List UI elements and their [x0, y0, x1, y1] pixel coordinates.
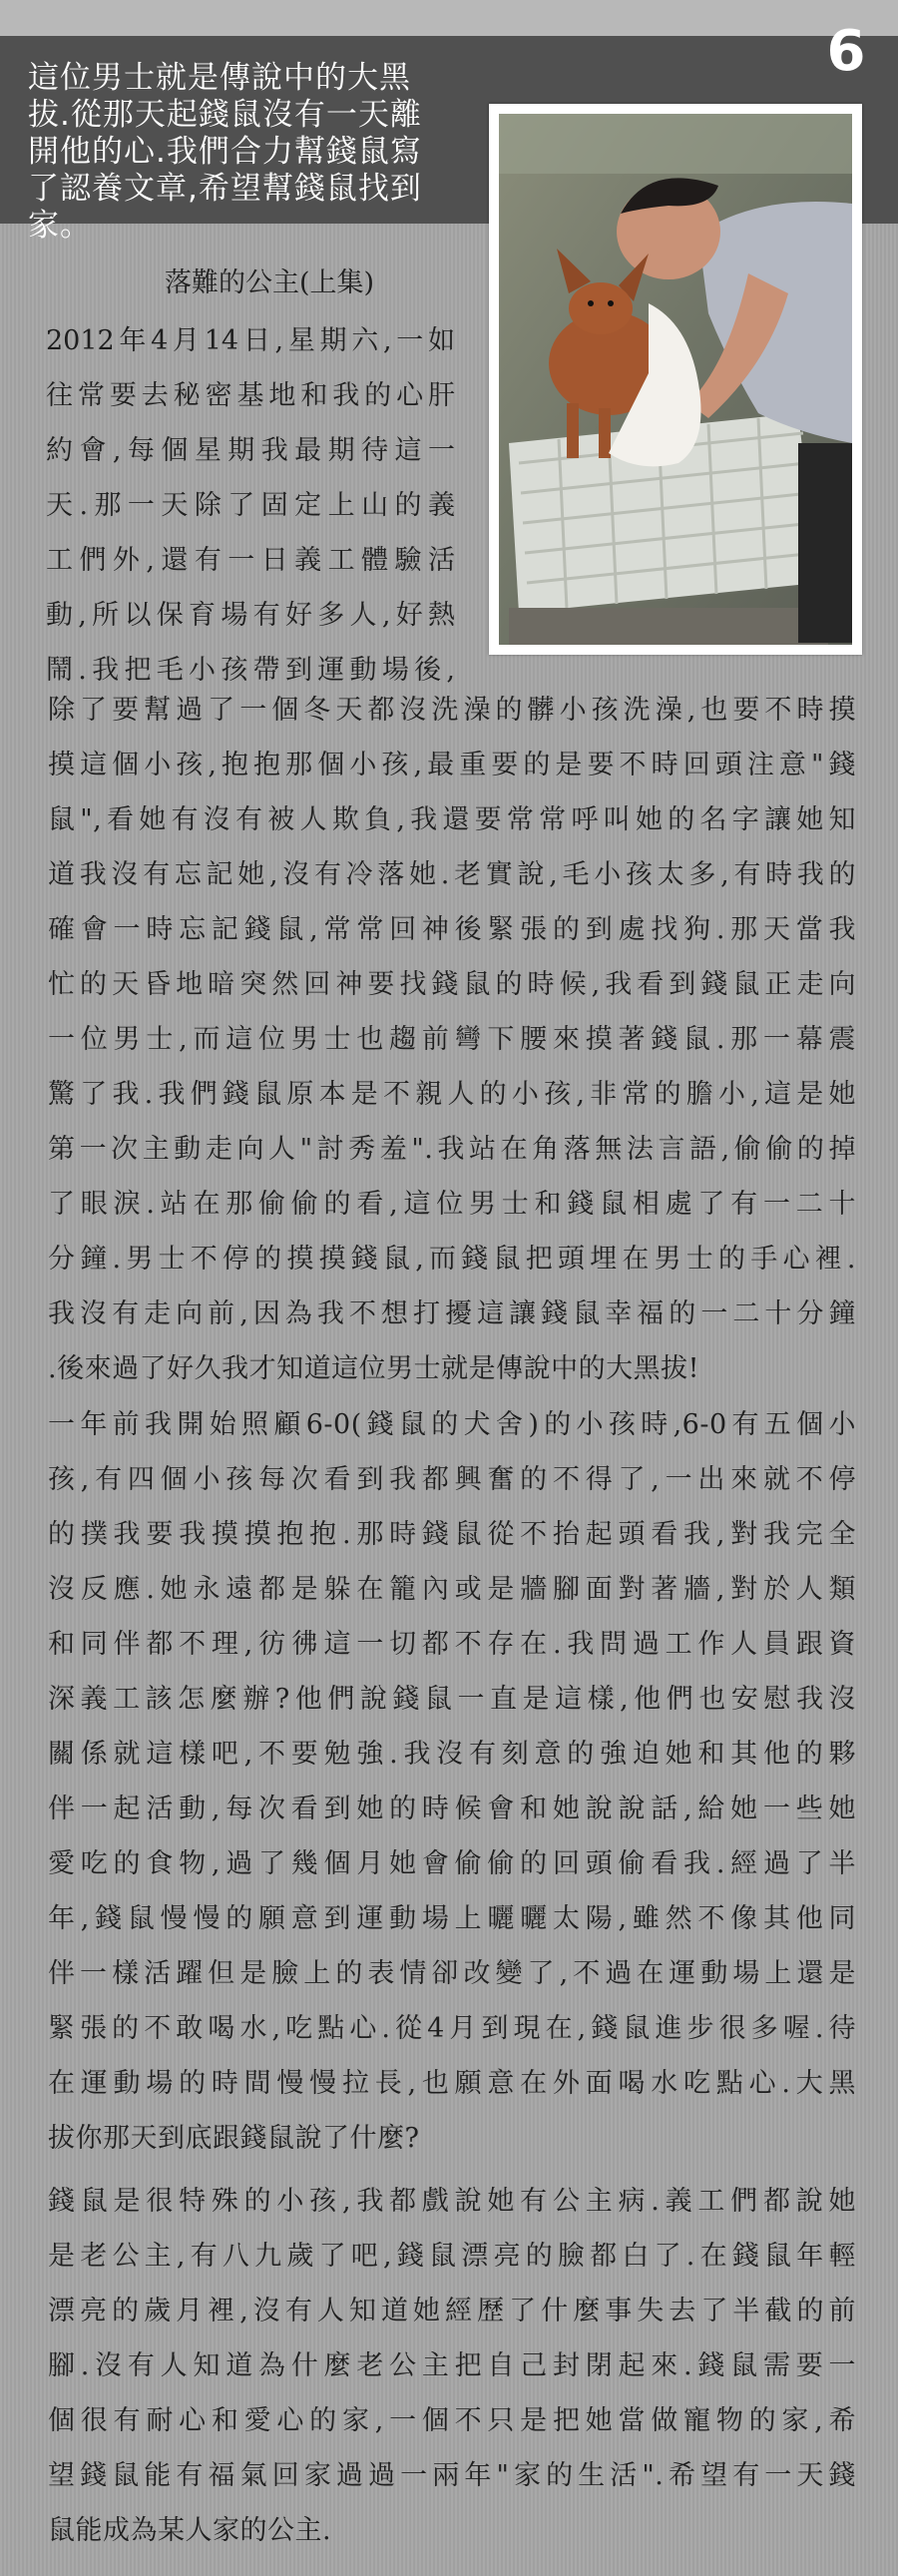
text-line: 2012年4月14日,星期六,一如: [46, 325, 455, 356]
text-line: 道我沒有忘記她,沒有冷落她.老實說,毛小孩太多,有時我的: [48, 859, 856, 890]
text-line: 工們外,還有一日義工體驗活: [46, 545, 455, 576]
intro-paragraph: [46, 313, 455, 698]
text-line: 錢鼠是很特殊的小孩,我都戲說她有公主病.義工們都說她: [48, 2186, 856, 2217]
text-line: .後來過了好久我才知道這位男士就是傳說中的大黑拔!: [48, 1353, 699, 1384]
photo-illustration: [499, 114, 852, 645]
caption-line: 開他的心.我們合力幫錢鼠寫: [28, 134, 422, 170]
text-line: 漂亮的歲月裡,沒有人知道她經歷了什麼事失去了半截的前: [48, 2296, 856, 2326]
text-line: 腳.沒有人知道為什麼老公主把自己封閉起來.錢鼠需要一: [48, 2350, 856, 2381]
text-line: 一年前我開始照顧6-0(錢鼠的犬舍)的小孩時,6-0有五個小: [48, 1409, 856, 1440]
text-line: 和同伴都不理,彷彿這一切都不存在.我問過工作人員跟資: [48, 1629, 856, 1660]
article-subtitle: 落難的公主(上集): [164, 267, 375, 298]
text-line: 個很有耐心和愛心的家,一個不只是把她當做寵物的家,希: [48, 2405, 856, 2436]
text-line: 在運動場的時間慢慢拉長,也願意在外面喝水吃點心.大黑: [48, 2068, 856, 2099]
caption-line: 了認養文章,希望幫錢鼠找到: [28, 171, 422, 207]
text-line: 伴一樣活躍但是臉上的表情卻改變了,不過在運動場上還是: [48, 1958, 856, 1989]
text-line: 沒反應.她永遠都是躲在籠內或是牆腳面對著牆,對於人類: [48, 1574, 856, 1605]
paragraph-2: [48, 1397, 856, 2166]
page-number: 6: [826, 19, 866, 84]
text-line: 往常要去秘密基地和我的心肝: [46, 380, 455, 411]
text-line: 鼠能成為某人家的公主.: [48, 2515, 332, 2546]
paragraph-3: [48, 2174, 856, 2558]
text-line: 孩,有四個小孩每次看到我都興奮的不得了,一出來就不停: [48, 1464, 856, 1495]
caption-line: 家。: [28, 208, 92, 244]
text-line: 緊張的不敢喝水,吃點心.從4月到現在,錢鼠進步很多喔.待: [48, 2013, 856, 2044]
caption-line: 這位男士就是傳說中的大黑: [28, 60, 411, 96]
text-line: 天.那一天除了固定上山的義: [46, 490, 455, 521]
text-line: 分鐘.男士不停的摸摸錢鼠,而錢鼠把頭埋在男士的手心裡.: [48, 1244, 856, 1275]
text-line: 深義工該怎麼辦?他們說錢鼠一直是這樣,他們也安慰我沒: [48, 1684, 856, 1715]
text-line: 望錢鼠能有福氣回家過過一兩年"家的生活".希望有一天錢: [48, 2460, 856, 2491]
text-line: 愛吃的食物,過了幾個月她會偷偷的回頭偷看我.經過了半: [48, 1848, 856, 1879]
text-line: 第一次主動走向人"討秀羞".我站在角落無法言語,偷偷的掉: [48, 1134, 856, 1165]
text-line: 驚了我.我們錢鼠原本是不親人的小孩,非常的膽小,這是她: [48, 1079, 856, 1110]
text-line: 了眼淚.站在那偷偷的看,這位男士和錢鼠相處了有一二十: [48, 1189, 856, 1220]
text-line: 年,錢鼠慢慢的願意到運動場上曬曬太陽,雖然不像其他同: [48, 1903, 856, 1934]
text-line: 關係就這樣吧,不要勉強.我沒有刻意的強迫她和其他的夥: [48, 1739, 856, 1770]
top-strip: [0, 0, 898, 36]
text-line: 動,所以保育場有好多人,好熱: [46, 600, 455, 631]
caption-line: 拔.從那天起錢鼠沒有一天離: [28, 97, 422, 133]
photo-caption: [28, 60, 467, 245]
text-line: 伴一起活動,每次看到她的時候會和她說說話,給她一些她: [48, 1794, 856, 1824]
photo-man-holding-dog: [489, 104, 862, 655]
paragraph-1: [48, 683, 856, 1396]
text-line: 忙的天昏地暗突然回神要找錢鼠的時候,我看到錢鼠正走向: [48, 969, 856, 1000]
text-line: 的撲我要我摸摸抱抱.那時錢鼠從不抬起頭看我,對我完全: [48, 1519, 856, 1550]
text-line: 一位男士,而這位男士也趨前彎下腰來摸著錢鼠.那一幕震: [48, 1024, 856, 1055]
text-line: 鼠",看她有沒有被人欺負,我還要常常呼叫她的名字讓她知: [48, 804, 856, 835]
text-line: 是老公主,有八九歲了吧,錢鼠漂亮的臉都白了.在錢鼠年輕: [48, 2241, 856, 2272]
text-line: 摸這個小孩,抱抱那個小孩,最重要的是要不時回頭注意"錢: [48, 750, 856, 780]
text-line: 鬧.我把毛小孩帶到運動場後,: [46, 655, 455, 686]
text-line: 約會,每個星期我最期待這一: [46, 435, 455, 466]
text-line: 除了要幫過了一個冬天都沒洗澡的髒小孩洗澡,也要不時摸: [48, 695, 856, 726]
text-line: 確會一時忘記錢鼠,常常回神後緊張的到處找狗.那天當我: [48, 914, 856, 945]
text-line: 我沒有走向前,因為我不想打擾這讓錢鼠幸福的一二十分鐘: [48, 1298, 856, 1329]
text-line: 拔你那天到底跟錢鼠說了什麼?: [48, 2123, 420, 2154]
